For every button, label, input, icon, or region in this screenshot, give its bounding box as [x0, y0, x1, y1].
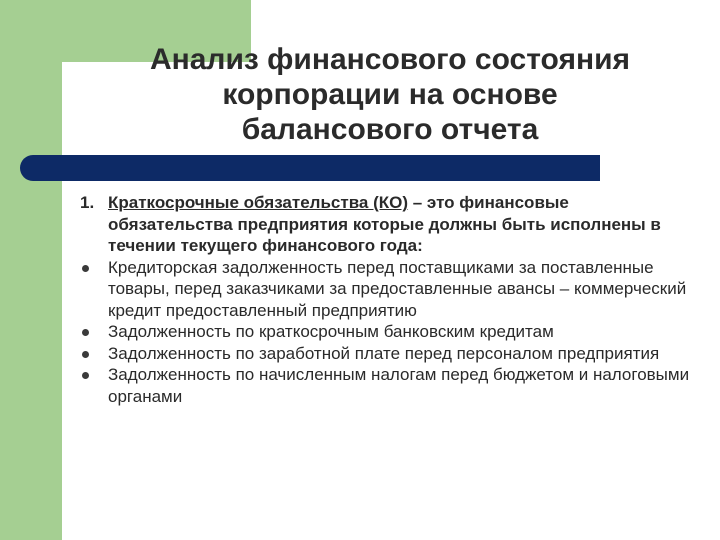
- bullet-list: [80, 257, 690, 408]
- slide-title: [100, 42, 680, 147]
- bullet-icon: [82, 372, 89, 379]
- title-line: корпорации на основе: [222, 78, 558, 111]
- title-line: Анализ финансового состояния: [149, 43, 631, 76]
- list-item: [80, 343, 690, 365]
- bullet-text: Задолженность по начисленным налогам перед бюджетом и налоговыми органами: [108, 365, 690, 406]
- bullet-icon: [82, 265, 89, 272]
- bullet-text: Задолженность по краткосрочным банковским кредитам: [108, 322, 554, 341]
- title-divider-bar: [20, 155, 600, 181]
- list-item: [80, 321, 690, 343]
- bullet-text: Задолженность по заработной плате перед персоналом предприятия: [108, 343, 660, 363]
- item-number: 1.: [80, 193, 95, 212]
- slide-content: [80, 192, 690, 407]
- list-item: [80, 257, 690, 322]
- decorative-green-band-left: [0, 0, 62, 540]
- bullet-icon: [82, 329, 89, 336]
- list-item: [80, 364, 690, 407]
- definition-item: [80, 192, 690, 257]
- title-line: балансового отчета: [241, 113, 539, 146]
- bullet-text: Кредиторская задолженность перед поставщиками за поставленные товары, перед заказчиками за предоставленные авансы – коммерческий кредит предоставленный предприятию: [108, 257, 687, 320]
- bullet-icon: [82, 351, 89, 358]
- definition-text: – это финансовые обязательства предприятия которые должны быть исполнены в течении текущего финансового года:: [108, 193, 661, 255]
- definition-term: Краткосрочные обязательства (КО): [108, 193, 409, 212]
